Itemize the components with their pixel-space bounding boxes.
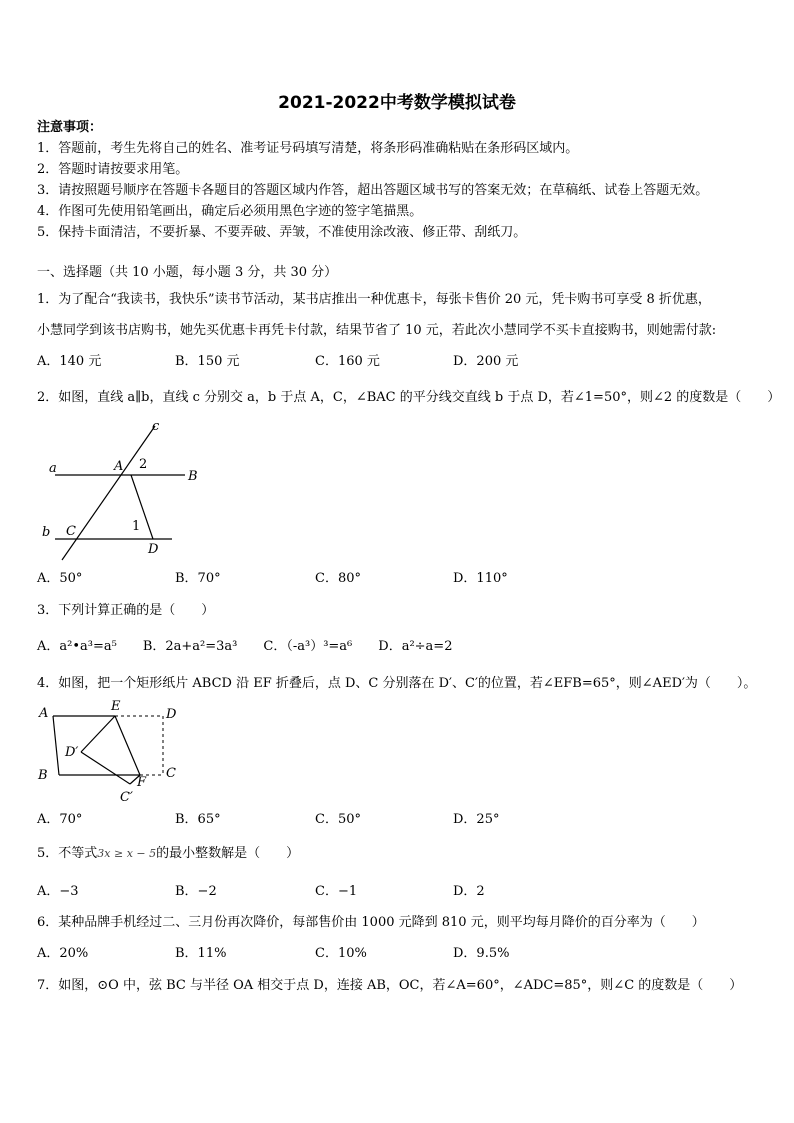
label-C-prime: C′ bbox=[120, 790, 133, 805]
question-3-line-1: 3．下列计算正确的是（ ） bbox=[37, 603, 215, 618]
question-5-line-1 bbox=[37, 845, 299, 863]
page-title: 2021-2022中考数学模拟试卷 bbox=[278, 93, 516, 113]
option-b: B．65° bbox=[175, 812, 221, 827]
option-c: C．（-a³）³=a⁶ bbox=[263, 639, 353, 654]
option-a: A．20% bbox=[37, 946, 89, 961]
option-a: A．140 元 bbox=[37, 354, 102, 369]
question-2-line-1: 2．如图，直线 a∥b，直线 c 分别交 a，b 于点 A，C，∠BAC 的平分线交直线 b 于点 D，若∠1=50°，则∠2 的度数是（ ） bbox=[37, 390, 781, 405]
label-E: E bbox=[111, 700, 121, 714]
option-d: D．2 bbox=[453, 884, 485, 899]
label-B: B bbox=[188, 469, 198, 484]
label-D-prime: D′ bbox=[65, 745, 79, 760]
option-b: B．150 元 bbox=[175, 354, 240, 369]
notice-item-5: 5．保持卡面清洁，不要折暴、不要弄破、弄皱，不准使用涂改液、修正带、刮纸刀。 bbox=[37, 225, 527, 240]
notice-item-3: 3．请按照题号顺序在答题卡各题目的答题区域内作答，超出答题区域书写的答案无效；在草稿纸、试卷上答题无效。 bbox=[37, 183, 709, 198]
label-a: a bbox=[49, 461, 57, 476]
question-5-options bbox=[37, 883, 757, 901]
option-d: D．25° bbox=[453, 812, 500, 827]
label-c: c bbox=[152, 419, 160, 434]
label-C: C bbox=[166, 766, 176, 781]
question-1-line-1: 1．为了配合“我读书，我快乐”读书节活动，某书店推出一种优惠卡，每张卡售价 20 元，凭卡购书可享受 8 折优惠， bbox=[37, 292, 711, 307]
question-2-figure bbox=[35, 414, 205, 564]
label-C: C bbox=[66, 524, 76, 539]
question-5-formula: 3x ≥ x − 5 bbox=[97, 847, 157, 860]
question-4-figure bbox=[35, 700, 195, 810]
option-b: B．2a+a²=3a³ bbox=[142, 639, 238, 654]
option-b: B．70° bbox=[175, 571, 221, 586]
question-5-prefix: 5．不等式 bbox=[37, 846, 98, 861]
option-c: C．10% bbox=[315, 946, 367, 961]
label-F: F bbox=[137, 775, 147, 790]
option-a: A．70° bbox=[37, 812, 83, 827]
notice-heading: 注意事项： bbox=[37, 120, 103, 135]
option-c: C．50° bbox=[315, 812, 361, 827]
label-b: b bbox=[42, 525, 51, 540]
label-angle-1: 1 bbox=[132, 519, 141, 534]
label-A: A bbox=[114, 459, 124, 474]
option-c: C．160 元 bbox=[315, 354, 380, 369]
question-6-line-1: 6．某种品牌手机经过二、三月份再次降价，每部售价由 1000 元降到 810 元，则平均每月降价的百分率为（ ） bbox=[37, 915, 705, 930]
question-2-options bbox=[37, 570, 757, 588]
option-a: A．a²•a³=a⁵ bbox=[37, 639, 117, 654]
notice-item-2: 2．答题时请按要求用笔。 bbox=[37, 162, 189, 177]
question-7-line-1: 7．如图，⊙O 中，弦 BC 与半径 OA 相交于点 D，连接 AB，OC，若∠A=60°，∠ADC=85°，则∠C 的度数是（ ） bbox=[37, 978, 743, 993]
option-c: C．80° bbox=[315, 571, 361, 586]
option-b: B．11% bbox=[175, 946, 227, 961]
option-c: C．−1 bbox=[315, 884, 358, 899]
option-a: A．−3 bbox=[37, 884, 79, 899]
question-1-options bbox=[37, 353, 757, 371]
option-d: D．9.5% bbox=[453, 946, 510, 961]
question-4-line-1: 4．如图，把一个矩形纸片 ABCD 沿 EF 折叠后，点 D、C 分别落在 D′、C′的位置，若∠EFB=65°，则∠AED′为（ ）。 bbox=[37, 676, 757, 691]
option-b: B．−2 bbox=[175, 884, 217, 899]
question-6-options bbox=[37, 945, 757, 963]
label-angle-2: 2 bbox=[139, 457, 148, 472]
question-4-options bbox=[37, 811, 757, 829]
label-A: A bbox=[39, 706, 49, 721]
label-D: D bbox=[148, 542, 159, 557]
option-a: A．50° bbox=[37, 571, 83, 586]
label-B: B bbox=[38, 768, 48, 783]
option-d: D．a²÷a=2 bbox=[378, 639, 453, 654]
question-5-suffix: 的最小整数解是（ ） bbox=[156, 846, 300, 861]
question-3-options bbox=[37, 638, 478, 656]
option-d: D．200 元 bbox=[453, 354, 519, 369]
question-1-line-2: 小慧同学到该书店购书，她先买优惠卡再凭卡付款，结果节省了 10 元，若此次小慧同学不买卡直接购书，则她需付款: bbox=[37, 323, 717, 338]
section-heading: 一、选择题（共 10 小题，每小题 3 分，共 30 分） bbox=[37, 265, 338, 280]
label-D: D bbox=[166, 707, 177, 722]
notice-item-1: 1．答题前，考生先将自己的姓名、准考证号码填写清楚，将条形码准确粘贴在条形码区域内。 bbox=[37, 141, 579, 156]
notice-item-4: 4．作图可先使用铅笔画出，确定后必须用黑色字迹的签字笔描黑。 bbox=[37, 204, 423, 219]
option-d: D．110° bbox=[453, 571, 508, 586]
